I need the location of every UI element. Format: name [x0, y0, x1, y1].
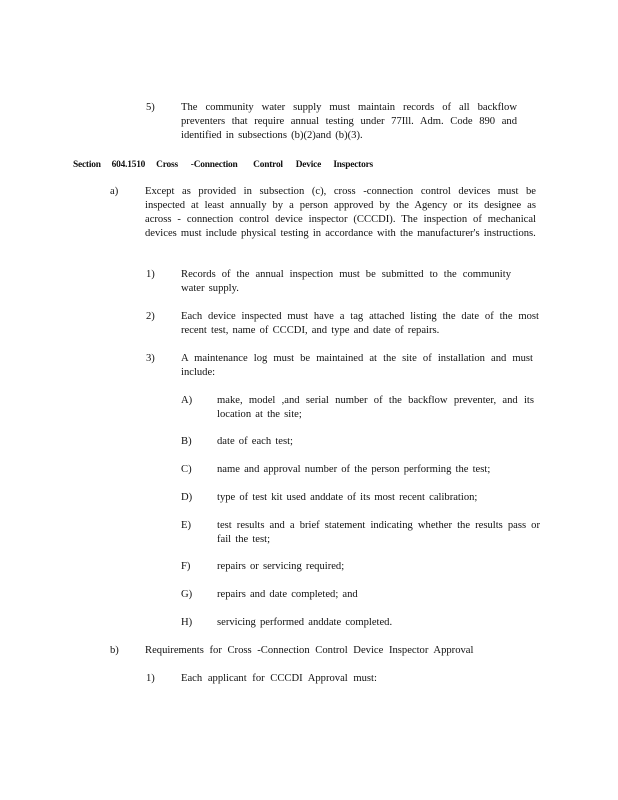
section-word: Section: [73, 160, 101, 170]
log-item-a: [0, 394, 618, 422]
item-5: [0, 101, 618, 143]
section-title-word-5: Inspectors: [333, 160, 373, 170]
log-item-a-label: A): [181, 395, 193, 406]
log-item-d: [0, 491, 618, 505]
log-item-a-text: make, model ,and serial number of the backflow preventer, and its location at the site;: [217, 395, 534, 420]
log-item-d-text: type of test kit used anddate of its most recent calibration;: [217, 492, 478, 503]
subsection-a-item-2-label: 2): [146, 311, 155, 322]
section-title-word-4: Device: [295, 160, 322, 170]
subsection-a-item-3: [0, 352, 618, 380]
log-item-g-label: G): [181, 589, 193, 600]
log-item-g: [0, 588, 618, 602]
log-item-c: [0, 463, 618, 477]
subsection-a-item-1-label: 1): [146, 269, 155, 280]
log-item-d-label: D): [181, 492, 193, 503]
log-item-b-label: B): [181, 436, 192, 447]
item-5-text: The community water supply must maintain records of all backflow preventers that require annual testing under 77Ill. Adm. Code 890 and identified in subsections (b)(2)and (b)(3).: [181, 102, 517, 141]
log-item-h-text: servicing performed anddate completed.: [217, 617, 393, 628]
section-title-word-3: Control: [253, 160, 283, 170]
subsection-a-item-1: [0, 268, 618, 296]
log-item-h-label: H): [181, 617, 193, 628]
subsection-a: [0, 185, 618, 255]
log-item-g-text: repairs and date completed; and: [217, 589, 358, 600]
log-item-c-label: C): [181, 464, 192, 475]
subsection-a-label: a): [110, 186, 119, 197]
subsection-b-label: b): [110, 645, 119, 656]
subsection-b-item-1-text: Each applicant for CCCDI Approval must:: [181, 673, 377, 684]
log-item-f-label: F): [181, 561, 191, 572]
section-title-word-1: Cross: [156, 160, 178, 170]
section-number: 604.1510: [111, 160, 146, 170]
log-item-f: [0, 560, 618, 574]
subsection-b-item-1: [0, 672, 618, 686]
subsection-a-item-1-text: Records of the annual inspection must be submitted to the community water supply.: [181, 269, 511, 294]
log-item-e-text: test results and a brief statement indicating whether the results pass or fail the test;: [217, 520, 540, 545]
subsection-b-text: Requirements for Cross -Connection Control Device Inspector Approval: [145, 645, 474, 656]
subsection-a-item-3-label: 3): [146, 353, 155, 364]
log-item-h: [0, 616, 618, 630]
section-title-word-2: -Connection: [190, 160, 238, 170]
subsection-a-item-3-text: A maintenance log must be maintained at the site of installation and must include:: [181, 353, 533, 378]
subsection-b: [0, 644, 618, 658]
log-item-e: [0, 519, 618, 547]
subsection-b-item-1-label: 1): [146, 673, 155, 684]
log-item-f-text: repairs or servicing required;: [217, 561, 345, 572]
log-item-e-label: E): [181, 520, 191, 531]
section-heading: [73, 158, 373, 172]
log-item-c-text: name and approval number of the person performing the test;: [217, 464, 491, 475]
item-5-label: 5): [146, 102, 155, 113]
subsection-a-item-2-text: Each device inspected must have a tag attached listing the date of the most recent test, name of CCCDI, and type and date of repairs.: [181, 311, 539, 336]
subsection-a-text: Except as provided in subsection (c), cross -connection control devices must be inspected at least annually by a person approved by the Agency or its designee as across - connection control device inspector (CCCDI). The inspection of mechanical devices must include physical testing in accordance with the manufacturer's instructions.: [145, 186, 536, 239]
subsection-a-item-2: [0, 310, 618, 338]
log-item-b: [0, 435, 618, 449]
log-item-b-text: date of each test;: [217, 436, 293, 447]
